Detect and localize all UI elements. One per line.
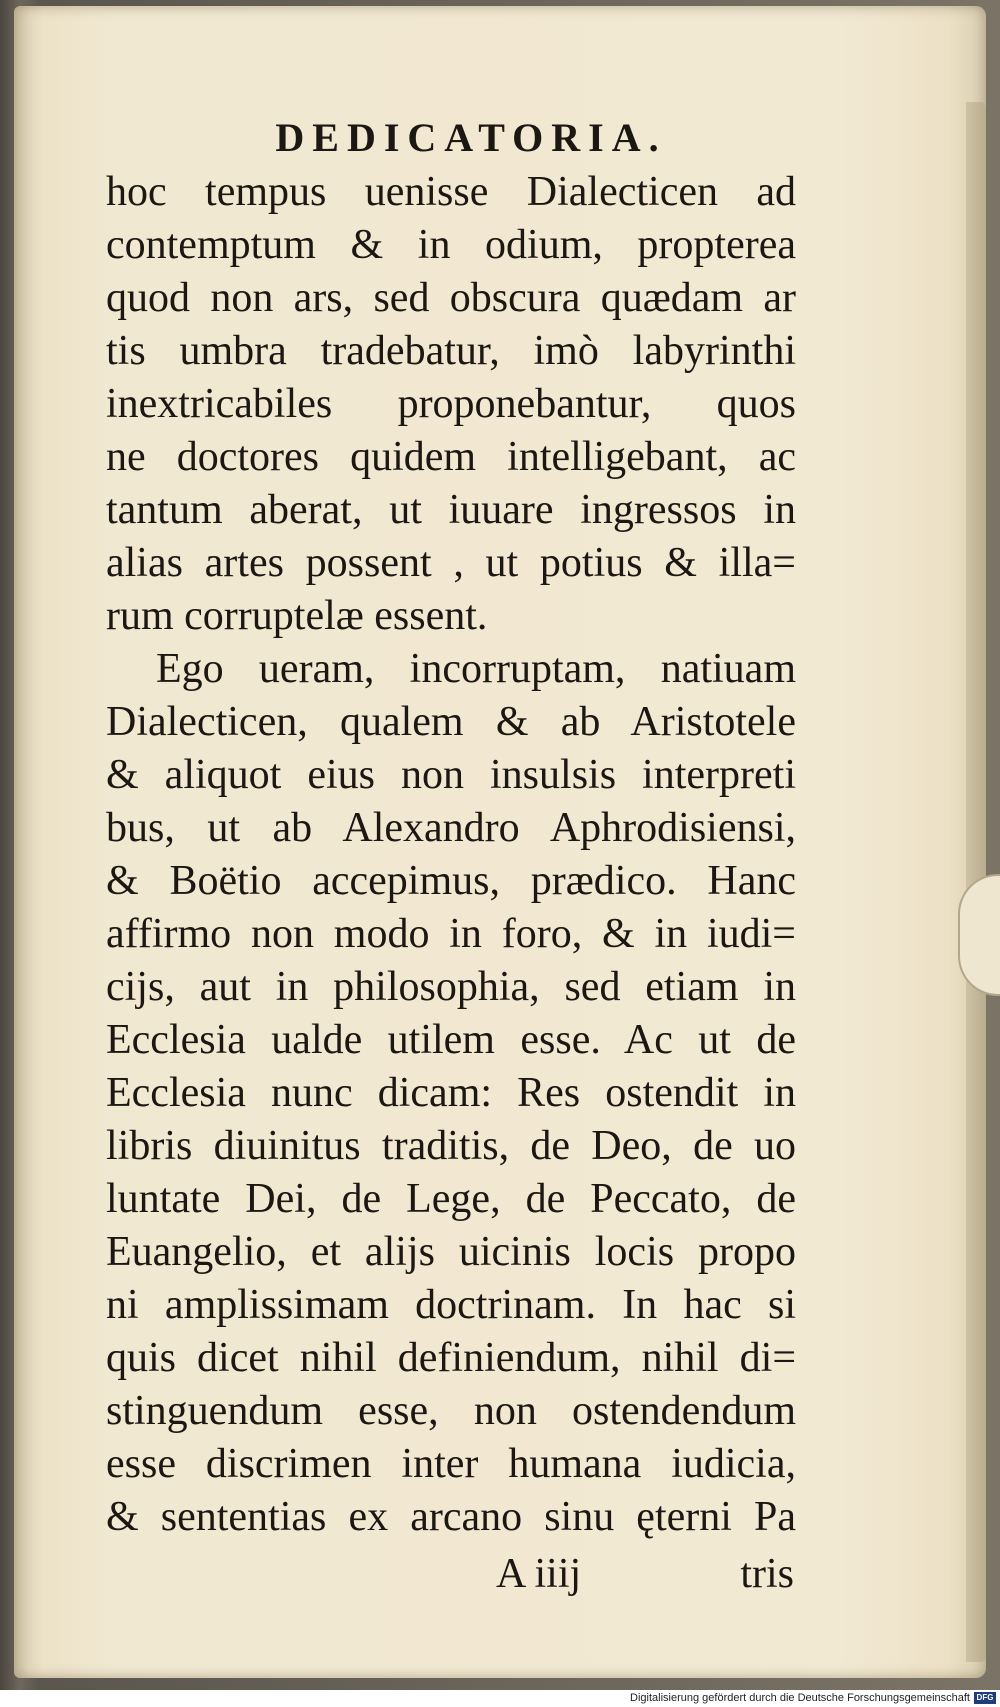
text-line: Euangelio, et alijs uicinis locis propo (106, 1229, 796, 1275)
text-line: luntate Dei, de Lege, de Peccato, de (106, 1176, 796, 1222)
funding-note: Digitalisierung gefördert durch die Deutsche Forschungsgemeinschaft (630, 1692, 970, 1704)
text-line: stinguendum esse, non ostendendum (106, 1388, 796, 1434)
running-head: DEDICATORIA. (275, 115, 667, 160)
text-line: inextricabiles proponebantur, quos (106, 381, 796, 427)
text-line: ne doctores quidem intelligebant, ac (106, 434, 796, 480)
text-line: ni amplissimam doctrinam. In hac si (106, 1282, 796, 1328)
text-line: esse discrimen inter humana iudicia, (106, 1441, 796, 1487)
text-line: rum corruptelæ essent. (106, 593, 488, 639)
catchword: tris (740, 1551, 794, 1597)
text-line: contemptum & in odium, propterea (106, 222, 796, 268)
text-line: quis dicet nihil definiendum, nihil di= (106, 1335, 796, 1381)
page-footer-marks (106, 1544, 796, 1604)
text-line: Dialecticen, qualem & ab Aristotele (106, 699, 796, 745)
text-line: Ego ueram, incorruptam, natiuam (156, 646, 796, 692)
text-line: cijs, aut in philosophia, sed etiam in (106, 964, 796, 1010)
text-line: libris diuinitus traditis, de Deo, de uo (106, 1123, 796, 1169)
text-line: quod non ars, sed obscura quædam ar (106, 275, 796, 321)
text-line: Ecclesia nunc dicam: Res ostendit in (106, 1070, 796, 1116)
clasp-tab (958, 874, 1000, 996)
text-line: alias artes possent , ut potius & illa= (106, 540, 796, 586)
text-block (106, 110, 796, 1604)
text-line: & Boëtio accepimus, prædico. Hanc (106, 858, 796, 904)
text-line: tantum aberat, ut iuuare ingressos in (106, 487, 796, 533)
text-line: hoc tempus uenisse Dialecticen ad (106, 169, 796, 215)
dfg-logo: DFG (974, 1692, 996, 1704)
text-line: affirmo non modo in foro, & in iudi= (106, 911, 796, 957)
text-line: Ecclesia ualde utilem esse. Ac ut de (106, 1017, 796, 1063)
signature-mark: A iiij (496, 1551, 582, 1597)
text-line: & sententias ex arcano sinu ęterni Pa (106, 1494, 796, 1540)
text-line: tis umbra tradebatur, imò labyrinthi (106, 328, 796, 374)
text-line: bus, ut ab Alexandro Aphrodisiensi, (106, 805, 796, 851)
text-line: & aliquot eius non insulsis interpreti (106, 752, 796, 798)
